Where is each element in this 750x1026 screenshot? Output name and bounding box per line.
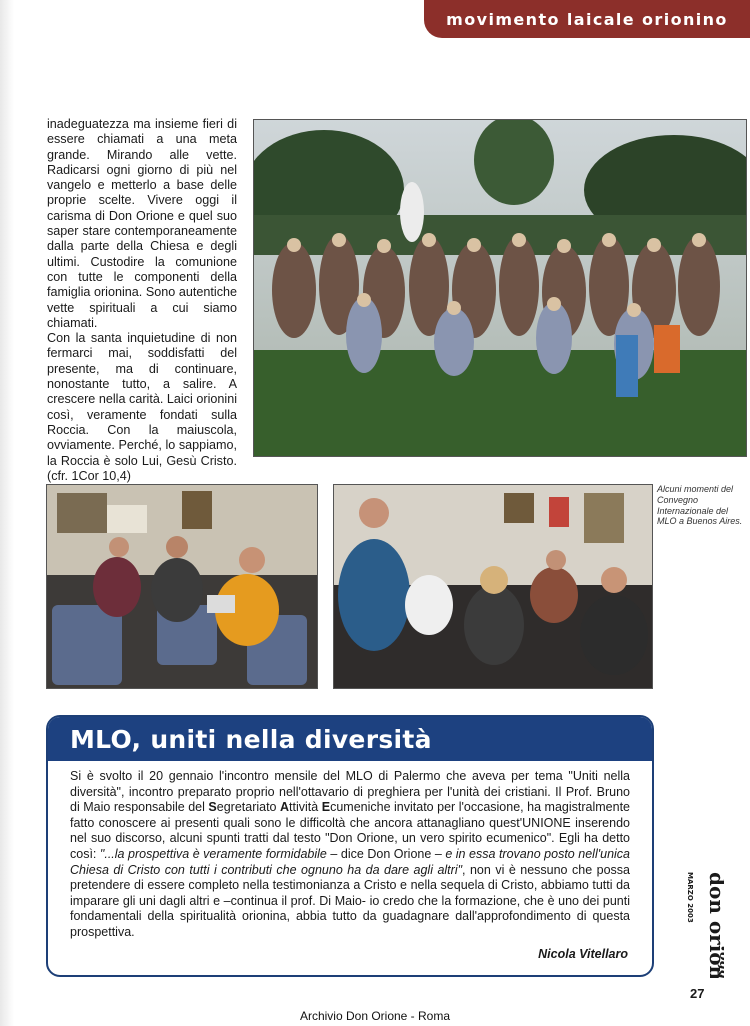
- page-gutter-shadow: [0, 0, 14, 1026]
- photo-caption: Alcuni momenti del Convegno Internazionale del MLO a Buenos Aires.: [657, 484, 743, 527]
- meeting-photo-left-image: [47, 485, 317, 688]
- text-run: cumeniche invitato per l'occasione, ha magistralmente fatto conoscere ai presenti quali sono le difficoltà che ancora attanagliano quest'UNIONE inserendo nel suo discorso, alcuni spunti tratti dal testo "Don Orione, un vero spirito ecumenico". Egli ha detto così:: [70, 800, 630, 861]
- intro-paragraph-1: inadeguatezza ma insieme fieri di essere chiamati a una meta grande. Mirando alle vette. Radicarsi ogni giorno di più nel vangelo e metterlo a base delle proprie scelte. Vivere oggi il carisma di Don Orione e quel suo saper stare contemporaneamente dalla parte della Chiesa e degli ultimi. Custodire la comunione con tutte le componenti della famiglia orionina. Sono autentiche vette spirituali a cui siamo chiamati.: [47, 117, 237, 330]
- intro-text-column: [47, 117, 237, 484]
- article-author: Nicola Vitellaro: [538, 947, 628, 961]
- text-run: , non vi è nessuno che possa pretendere di essere completo nella testimonianza a Cristo e nella sequela di Cristo, abbiamo tutti da imparare gli uni dagli altri e –continua il prof. Di Maio- io credo che la formazione, che è uno dei punti fondamentali della spiritualità orionina, abbia tutto da guadagnare dall'approfondimento di questa prospettiva.: [70, 862, 630, 939]
- acronym-letter: A: [280, 800, 290, 815]
- magazine-subtitle: ogg: [716, 952, 724, 978]
- text-run: ttività: [289, 800, 322, 815]
- magazine-name: don orio: [705, 872, 724, 966]
- article-paragraph: [70, 769, 630, 941]
- magazine-issue: MARZO 2003: [686, 872, 694, 923]
- magazine-logo: [680, 868, 724, 978]
- article-box: [46, 715, 654, 977]
- quote-run: "...la prospettiva è veramente formidabile: [99, 846, 327, 861]
- intro-paragraph-2: Con la santa inquietudine di non fermarci mai, soddisfatti del presente, ma di continuare, nonostante tutto, a salire. A crescere nella carità. Laici orionini così, veramente fondati sulla Roccia. Con la maiuscola, ovviamente. Perché, lo sappiamo, la Roccia è solo Lui, Gesù Cristo. (cfr. 1Cor 10,4): [47, 331, 237, 483]
- text-run: egretariato: [216, 800, 281, 815]
- magazine-logo-mark: [680, 868, 724, 978]
- group-photo-image: [254, 120, 746, 456]
- meeting-photo-left: [46, 484, 318, 689]
- text-run: – dice Don Orione –: [326, 846, 446, 861]
- article-box-header: [48, 717, 652, 761]
- group-photo: [253, 119, 747, 457]
- page-number: 27: [690, 986, 705, 1001]
- archive-footer: Archivio Don Orione - Roma: [299, 1009, 451, 1023]
- meeting-photo-right-image: [334, 485, 652, 688]
- text-run: Si è svolto il 20 gennaio l'incontro mensile del MLO di Palermo che aveva per tema "Uniti nella diversità", incontro preparato proprio nell'ottavario di preghiera per l'unità dei cristiani. Il Prof. Bruno di Maio responsabile del: [70, 769, 630, 815]
- article-body: [48, 761, 652, 941]
- quote-run: e in essa trovano posto nell'unica Chiesa di Cristo con tutti i contributi che ognuno ha da dare agli altri": [70, 846, 630, 877]
- article-title: MLO, uniti nella diversità: [70, 724, 432, 754]
- acronym-letter: E: [321, 800, 331, 815]
- acronym-letter: S: [208, 800, 217, 815]
- meeting-photo-right: [333, 484, 653, 689]
- section-header-tab: [424, 0, 750, 38]
- section-title: movimento laicale orionino: [446, 9, 728, 29]
